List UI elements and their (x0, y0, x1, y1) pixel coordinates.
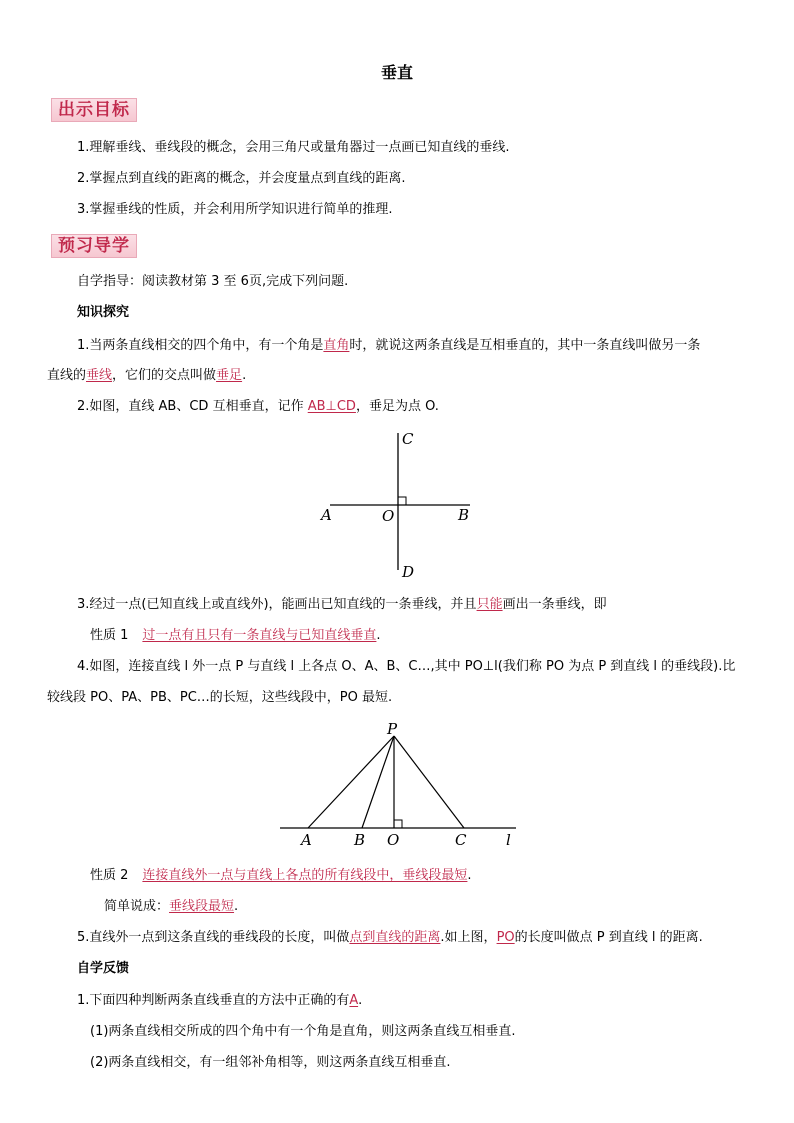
answer-shortest-segment: 垂线段最短 (169, 899, 235, 914)
question-4-line-2: 较线段 PO、PA、PB、PC…的长短，这些线段中，PO 最短. (47, 690, 393, 705)
figure-perpendicular-lines (318, 428, 478, 580)
page-title: 垂直 (380, 63, 413, 82)
question-1-line-2: 直线的垂线，它们的交点叫做垂足. (47, 368, 247, 383)
segment-pc (394, 736, 464, 828)
goal-item-1: 1.理解垂线、垂线段的概念，会用三角尺或量角器过一点画已知直线的垂线. (77, 140, 510, 155)
question-4-line-1: 4.如图，连接直线 l 外一点 P 与直线 l 上各点 O、A、B、C…,其中 PO⊥l(我们称 PO 为点 P 到直线 l 的垂线段).比 (77, 659, 736, 674)
question-1-line-1: 1.当两条直线相交的四个角中，有一个角是直角时，就说这两条直线是互相垂直的，其中一条直线叫做另一条 (77, 338, 701, 353)
segment-pb (362, 736, 394, 828)
answer-only-one: 只能 (476, 597, 503, 612)
answer-ab-perp-cd: AB⊥CD (307, 399, 356, 414)
simple-statement: 简单说成：垂线段最短. (104, 899, 239, 914)
goal-item-2: 2.掌握点到直线的距离的概念，并会度量点到直线的距离. (77, 171, 406, 186)
label-a: A (301, 831, 312, 849)
label-o: O (387, 831, 400, 849)
label-a: A (321, 506, 332, 524)
feedback-option-2: (2)两条直线相交，有一组邻补角相等，则这两条直线互相垂直. (90, 1055, 451, 1070)
label-l: l (506, 831, 511, 849)
property-2-statement: 连接直线外一点与直线上各点的所有线段中，垂线段最短 (142, 868, 468, 883)
answer-foot: 垂足 (216, 368, 243, 383)
label-p: P (387, 720, 398, 738)
answer-po: PO (496, 930, 515, 945)
label-d: D (402, 563, 415, 580)
answer-perpendicular: 垂线 (86, 368, 113, 383)
label-b: B (354, 831, 366, 849)
right-angle-mark (398, 497, 406, 505)
label-b: B (458, 506, 470, 524)
self-study-guide: 自学指导：阅读教材第 3 至 6页,完成下列问题. (77, 274, 349, 289)
section-badge-preview: 预习导学 (51, 234, 137, 258)
property-2: 性质 2 连接直线外一点与直线上各点的所有线段中，垂线段最短. (90, 868, 472, 883)
property-1-statement: 过一点有且只有一条直线与已知直线垂直 (142, 628, 377, 643)
label-c: C (455, 831, 467, 849)
goal-item-3: 3.掌握垂线的性质，并会利用所学知识进行简单的推理. (77, 202, 393, 217)
property-1: 性质 1 过一点有且只有一条直线与已知直线垂直. (90, 628, 381, 643)
figure-perpendicular-segment (274, 718, 524, 850)
section-badge-goals: 出示目标 (51, 98, 137, 122)
explore-heading: 知识探究 (77, 305, 130, 320)
segment-pa (308, 736, 394, 828)
answer-a: A (349, 993, 359, 1008)
question-3: 3.经过一点(已知直线上或直线外)，能画出已知直线的一条垂线，并且只能画出一条垂线，即 (77, 597, 607, 612)
feedback-heading: 自学反馈 (77, 961, 130, 976)
answer-right-angle: 直角 (323, 338, 350, 353)
feedback-option-1: (1)两条直线相交所成的四个角中有一个角是直角，则这两条直线互相垂直. (90, 1024, 516, 1039)
label-c: C (402, 430, 414, 448)
question-2: 2.如图，直线 AB、CD 互相垂直，记作 AB⊥CD，垂足为点 O. (77, 399, 439, 414)
feedback-question-1: 1.下面四种判断两条直线垂直的方法中正确的有A. (77, 993, 363, 1008)
right-angle-mark (394, 820, 402, 828)
label-o: O (382, 507, 395, 525)
answer-distance: 点到直线的距离 (349, 930, 441, 945)
question-5: 5.直线外一点到这条直线的垂线段的长度，叫做点到直线的距离.如上图，PO的长度叫做点 P 到直线 l 的距离. (77, 930, 703, 945)
